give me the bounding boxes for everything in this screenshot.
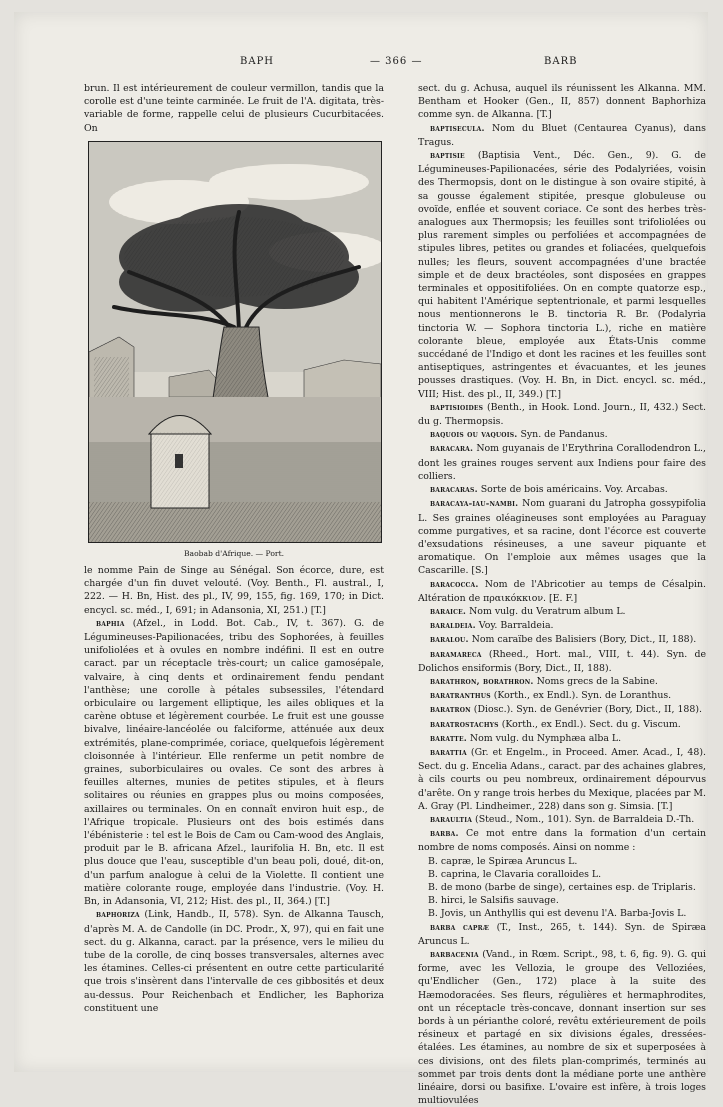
barba-list bbox=[418, 855, 706, 921]
entry-text: (Diosc.). Syn. de Genévrier (Bory, Dict., II, 188). bbox=[470, 704, 702, 716]
dictionary-entry bbox=[418, 633, 706, 647]
left-after-figure: le nomme Pain de Singe au Sénégal. Son écorce, dure, est chargée d'un fin duvet velouté. (Voy. Benth., Fl. austral., I, 222. — H. Bn, Hist. des pl., IV, 99, 155, fig. 169, 170; in Dict. encycl. sc. méd., I, 691; in Adansonia, XI, 251.) [T.] bbox=[84, 565, 384, 616]
entry-text: Nom guarani du Jatropha gossypifolia L. Ses graines oléagineuses sont employées au Paraguay comme purgatives, et sa racine, dont l'écorce est couverte d'exsudations résineuses, a une saveur piquante et aromatique. On l'emploie aux mêmes usages que la Cascarille. [S.] bbox=[418, 498, 706, 577]
entry-text: Nom vulg. du Nymphæa alba L. bbox=[466, 732, 622, 744]
dictionary-entry bbox=[418, 578, 706, 605]
entry-text: (Steud., Nom., 101). Syn. de Barraldeia D.-Th. bbox=[472, 813, 695, 825]
dictionary-entry bbox=[418, 428, 706, 442]
entry-headword: baratron bbox=[430, 705, 471, 716]
dictionary-entry bbox=[418, 648, 706, 675]
barba-list-item: B. Jovis, un Anthyllis qui est devenu l'A. Barba-Jovis L. bbox=[428, 908, 687, 920]
figure-caption: Baobab d'Afrique. — Port. bbox=[183, 548, 285, 558]
entry-text: (Korth., ex Endl.). Syn. de Loranthus. bbox=[490, 690, 672, 702]
entry-text: Nom guyanais de l'Erythrina Corallodendron L., dont les graines rouges servent aux Indiens pour faire des colliers. bbox=[418, 443, 706, 482]
page-number: — 366 — bbox=[370, 56, 423, 67]
dictionary-entry bbox=[418, 675, 706, 689]
entry-barbacenia bbox=[418, 948, 706, 1107]
dictionary-entry bbox=[418, 732, 706, 746]
header-right: BARB bbox=[544, 56, 578, 67]
entry-text: Nom du Bluet (Centaurea Cyanus), dans Tragus. bbox=[418, 122, 706, 148]
entry-text: (Benth., in Hook. Lond. Journ., II, 432.) Sect. du g. Thermopsis. bbox=[418, 401, 706, 428]
text-barba-capre: (T., Inst., 265, t. 144). Syn. de Spiræa Aruncus L. bbox=[418, 921, 706, 947]
entry-baphia bbox=[84, 617, 384, 908]
dictionary-entry bbox=[418, 827, 706, 854]
baobab-illustration bbox=[89, 142, 381, 542]
entry-text: Nom de l'Abricotier au temps de Césalpin. Altération de πραικόκκιον. [E. F.] bbox=[418, 578, 706, 604]
dictionary-entry bbox=[418, 122, 706, 149]
entry-headword: baptisioides bbox=[430, 402, 484, 413]
dictionary-entry bbox=[418, 813, 706, 827]
page bbox=[14, 12, 708, 1107]
dictionary-entry bbox=[418, 605, 706, 619]
dictionary-entry bbox=[418, 483, 706, 497]
dictionary-entry bbox=[418, 149, 706, 401]
entry-headword: barba. bbox=[430, 829, 459, 840]
dictionary-entry bbox=[418, 497, 706, 577]
entry-headword: baquois ou vaquois. bbox=[430, 430, 518, 441]
entry-headword: barathron, borathron. bbox=[430, 676, 534, 687]
entry-headword: baraultia bbox=[430, 814, 473, 825]
entry-text: (Baptisia Vent., Déc. Gen., 9). G. de Légumineuses-Papilionacées, série des Podalyriées, voisin des Thermopsis, dont on le distingue à son ovaire stipité, à sa gousse également stipitée, presque globuleuse ou ovoïde, enflée et souvent coriace. Ce sont des herbes très-analogues aux Thermopsis; les feuilles sont trifoliolées ou plus rarement simples ou perfoliées et accompagnées de stipules libres, petites ou grandes et foliacées, quelquefois nulles; les fleurs, souvent accompagnées d'une bractée simple et de deux bractéoles, sont disposées en grappes terminales et oppositifoliées. On en compte quatorze esp., qui habitent l'Amérique septentrionale, et parmi lesquelles nous mentionnerons le B. tinctoria R. Br. (Podalyria tinctoria W. — Sophora tinctoria L.), riche en matière colorante bleue, employée aux États-Unis comme succédané de l'Indigo et dont les racines et les feuilles sont antiseptiques, astringentes et évacuantes, et les jeunes pousses drastiques. (Voy. H. Bn, in Dict. encycl. sc. méd., VIII; Hist. des pl., II, 349.) [T.] bbox=[418, 150, 706, 400]
barba-list-item: B. caprina, le Clavaria coralloides L. bbox=[428, 868, 602, 880]
header-left: BAPH bbox=[240, 56, 275, 67]
dictionary-entry bbox=[418, 746, 706, 813]
barba-list-item: B. capræ, le Spiræa Aruncus L. bbox=[428, 855, 578, 867]
entry-headword: baptisie bbox=[430, 151, 465, 162]
headword-baphoriza: baphoriza bbox=[96, 910, 140, 921]
entry-text: (Rheed., Hort. mal., VIII, t. 44). Syn. de Dolichos ensiformis (Bory, Dict., II, 188). bbox=[418, 648, 706, 674]
dictionary-entry bbox=[418, 442, 706, 483]
entry-headword: baratranthus bbox=[430, 691, 491, 702]
entry-headword: baptisecula. bbox=[430, 123, 485, 134]
entry-headword: baracocca. bbox=[430, 579, 479, 590]
right-column bbox=[418, 82, 706, 1107]
barba-list-item: B. hirci, le Salsifis sauvage. bbox=[428, 895, 559, 907]
entry-headword: baracaya-iau-nambi. bbox=[430, 499, 519, 510]
entry-text: Nom vulg. du Veratrum album L. bbox=[466, 605, 626, 617]
entry-headword: baratrostachys bbox=[430, 719, 499, 730]
text-baphoriza: (Link, Handb., II, 578). Syn. de Alkanna Tausch, d'après M. A. de Candolle (in DC. Prodr., X, 97), qui en fait une sect. du g. Alkanna, caract. par la présence, vers le milieu du tube de la corolle, de cinq bosses transversales, alternes avec les étamines. Celles-ci présentent en outre cette particularité que trois s'insèrent dans l'intervalle de ces gibbosités et deux au-dessus. Pour Reichenbach et Endlicher, les Baphoriza constituent une bbox=[84, 909, 384, 1014]
entry-text: Voy. Barraldeia. bbox=[475, 620, 554, 632]
baobab-engraving bbox=[88, 141, 382, 543]
headword-barbacenia: barbacenia bbox=[430, 950, 479, 960]
text-baphia: (Afzel., in Lodd. Bot. Cab., IV, t. 367). G. de Légumineuses-Papilionacées, tribu des Sophorées, à feuilles unifoliolées et à ovules en nombre indéfini. Il est en outre caract. par un réceptacle très-court; un calice gamosépale, valvaire, à cinq dents et ordinairement fendu pendant l'anthèse; une corolle à pétales subsessiles, l'étendard orbiculaire ou largement elliptique, les ailes obliques et la carène obtuse et légèrement courbée. Le fruit est une gousse bivalve, linéaire-lancéolée ou falciforme, atténuée aux deux extrémités, plane-comprimée, coriace, quelquefois légèrement cloisonnée à l'intérieur. Elle renferme un petit nombre de graines, suborbiculaires ou ovales. Ce sont des arbres à feuilles alternes, munies de petites stipules, et à fleurs solitaires ou réunies en grappes plus ou moins composées, axillaires ou terminales. On en connaît environ huit esp., de l'Afrique tropicale. Plusieurs ont des bois estimés dans l'ébénisterie : tel est le Bois de Cam ou Cam-wood des Anglais, produit par le B. africana Afzel., laurifolia H. Bn, etc. Il est plus douce que l'eau, susceptible d'un beau poli, doué, dit-on, d'un parfum analogue à celui de la Violette. Il contient une matière colorante rouge, employée dans l'industrie. (Voy. H. Bn, in Adansonia, VI, 212; Hist. des pl., II, 364.) [T.] bbox=[84, 617, 384, 908]
entry-headword: baraice. bbox=[430, 606, 467, 617]
entry-headword: barattia bbox=[430, 747, 467, 758]
entry-text: Ce mot entre dans la formation d'un certain nombre de noms composés. Ainsi on nomme : bbox=[418, 828, 706, 854]
entry-headword: baratte. bbox=[430, 733, 467, 744]
entry-baphoriza bbox=[84, 908, 384, 1015]
headword-barba-capre: barba capræ bbox=[430, 922, 490, 933]
running-header bbox=[14, 56, 708, 70]
barba-list-item: B. de mono (barbe de singe), certaines esp. de Triplaris. bbox=[428, 881, 696, 893]
entry-text: Nom caraïbe des Balisiers (Bory, Dict., II, 188). bbox=[468, 634, 697, 646]
entry-list bbox=[418, 122, 706, 855]
dictionary-entry bbox=[418, 718, 706, 732]
entry-headword: baracara. bbox=[430, 444, 474, 455]
dictionary-entry bbox=[418, 619, 706, 633]
dictionary-entry bbox=[418, 401, 706, 428]
entry-headword: baraldeia. bbox=[430, 621, 476, 632]
entry-text: Sorte de bois américains. Voy. Arcabas. bbox=[477, 484, 668, 496]
entry-headword: baralou. bbox=[430, 635, 469, 646]
left-intro: brun. Il est intérieurement de couleur vermillon, tandis que la corolle est d'une teinte carminée. Le fruit de l'A. digitata, très-variable de forme, rappelle celui de plusieurs Cucurbitacées. On bbox=[84, 83, 384, 134]
dictionary-entry bbox=[418, 703, 706, 717]
entry-headword: baramareca bbox=[430, 649, 482, 660]
entry-text: Noms grecs de la Sabine. bbox=[533, 675, 658, 687]
text-barbacenia: (Vand., in Rœm. Script., 98, t. 6, fig. 9). G. qui forme, avec les Vellozia, le groupe des Velloziées, qu'Endlicher (Gen., 172) place à la suite des Hæmodoracées. Ses fleurs, régulières et hermaphrodites, ont un réceptacle très-concave, donnant insertion sur ses bords à un périanthe coloré, revêtu extérieurement de poils résineux et partagé en six divisions égales, dressées-étalées. Les étamines, au nombre de six et superposées à ces divisions, ont des filets plan-comprimés, terminés au sommet par trois dents dont la médiane porte une anthère linéaire, dorsi ou basifixe. L'ovaire est infère, à trois loges multiovulées bbox=[418, 949, 706, 1107]
left-column bbox=[84, 82, 384, 1015]
entry-headword: baracaras. bbox=[430, 485, 478, 496]
headword-baphia: baphia bbox=[96, 618, 125, 629]
entry-text: (Gr. et Engelm., in Proceed. Amer. Acad., I, 48). Sect. du g. Encelia Adans., caract. par des achaines glabres, à cils courts ou peu nombreux, ordinairement dépourvus d'arête. On y range trois herbes du Mexique, placées par M. A. Gray (Pl. Lindheimer., 228) dans son g. Simsia. [T.] bbox=[418, 746, 706, 812]
dictionary-entry bbox=[418, 689, 706, 703]
entry-barba-capre bbox=[418, 921, 706, 948]
entry-text: (Korth., ex Endl.). Sect. du g. Viscum. bbox=[498, 718, 681, 730]
right-intro: sect. du g. Achusa, auquel ils réunissent les Alkanna. MM. Bentham et Hooker (Gen., II, 857) donnent Baphorhiza comme syn. de Alkanna. [T.] bbox=[418, 83, 706, 121]
entry-text: Syn. de Pandanus. bbox=[517, 429, 608, 441]
